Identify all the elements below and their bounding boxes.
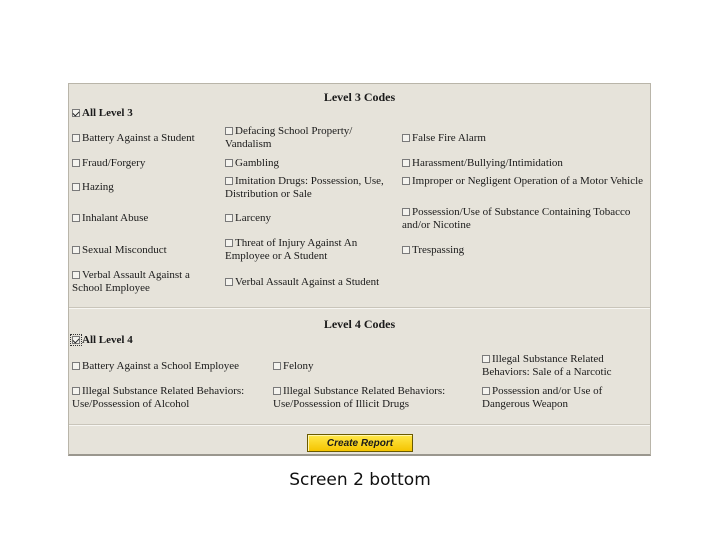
checkbox-icon[interactable] (402, 208, 410, 216)
checkbox-icon[interactable] (225, 214, 233, 222)
item-label: Larceny (235, 212, 272, 224)
checkbox-dangerous-weapon[interactable] (482, 385, 622, 411)
checkbox-icon[interactable] (72, 362, 80, 370)
checkbox-icon[interactable] (72, 214, 80, 222)
checkbox-defacing-property[interactable] (225, 125, 395, 151)
item-label: Possession and/or Use of Dangerous Weapon (482, 385, 603, 410)
item-label: Battery Against a School Employee (82, 360, 240, 372)
checkbox-possession-alcohol[interactable] (72, 385, 257, 411)
checkbox-icon[interactable] (273, 362, 281, 370)
checkbox-harassment[interactable] (402, 157, 647, 170)
checkbox-battery-employee[interactable] (72, 360, 267, 373)
item-label: Fraud/Forgery (82, 157, 146, 169)
checkbox-all-level4[interactable] (72, 334, 133, 347)
checkbox-false-fire-alarm[interactable] (402, 132, 647, 145)
checkbox-fraud-forgery[interactable] (72, 157, 222, 170)
create-report-button[interactable]: Create Report (307, 434, 413, 452)
item-label: Illegal Substance Related Behaviors: Use/Possession of Alcohol (72, 385, 245, 410)
checkbox-threat-of-injury[interactable] (225, 237, 375, 263)
all-level3-label: All Level 3 (82, 107, 133, 119)
item-label: False Fire Alarm (412, 132, 486, 144)
item-label: Verbal Assault Against a School Employee (72, 269, 190, 294)
item-label: Gambling (235, 157, 279, 169)
section-divider (69, 307, 650, 309)
checkbox-verbal-assault-employee[interactable] (72, 269, 207, 295)
item-label: Improper or Negligent Operation of a Motor Vehicle (412, 175, 644, 187)
checkbox-imitation-drugs[interactable] (225, 175, 397, 201)
item-label: Threat of Injury Against An Employee or A Student (225, 237, 358, 262)
item-label: Hazing (82, 181, 114, 193)
checkbox-felony[interactable] (273, 360, 473, 373)
checkbox-battery-student[interactable] (72, 132, 222, 145)
checkbox-checked-icon[interactable] (72, 109, 80, 117)
item-label: Defacing School Property/ Vandalism (225, 125, 353, 150)
checkbox-improper-vehicle[interactable] (402, 175, 647, 188)
checkbox-sale-narcotic[interactable] (482, 353, 632, 379)
checkbox-larceny[interactable] (225, 212, 395, 225)
item-label: Trespassing (412, 244, 465, 256)
checkbox-icon[interactable] (225, 159, 233, 167)
checkbox-icon[interactable] (72, 159, 80, 167)
all-level4-label: All Level 4 (82, 334, 133, 346)
checkbox-icon[interactable] (402, 246, 410, 254)
codes-panel (68, 83, 651, 456)
checkbox-icon[interactable] (402, 134, 410, 142)
item-label: Felony (283, 360, 314, 372)
item-label: Sexual Misconduct (82, 244, 167, 256)
level4-title: Level 4 Codes (323, 317, 396, 331)
item-label: Harassment/Bullying/Intimidation (412, 157, 563, 169)
checkbox-all-level3[interactable] (72, 107, 133, 120)
checkbox-icon[interactable] (72, 246, 80, 254)
item-label: Verbal Assault Against a Student (235, 276, 380, 288)
checkbox-inhalant-abuse[interactable] (72, 212, 222, 225)
checkbox-icon[interactable] (402, 159, 410, 167)
checkbox-trespassing[interactable] (402, 244, 647, 257)
checkbox-gambling[interactable] (225, 157, 395, 170)
checkbox-icon[interactable] (72, 183, 80, 191)
checkbox-icon[interactable] (482, 387, 490, 395)
checkbox-possession-illicit-drugs[interactable] (273, 385, 458, 411)
checkbox-icon[interactable] (225, 239, 233, 247)
checkbox-verbal-assault-student[interactable] (225, 276, 400, 289)
item-label: Illegal Substance Related Behaviors: Sale of a Narcotic (482, 353, 612, 378)
checkbox-sexual-misconduct[interactable] (72, 244, 222, 257)
level3-title: Level 3 Codes (323, 90, 396, 104)
checkbox-icon[interactable] (72, 271, 80, 279)
checkbox-tobacco-nicotine[interactable] (402, 206, 647, 232)
item-label: Possession/Use of Substance Containing Tobacco and/or Nicotine (402, 206, 631, 231)
checkbox-hazing[interactable] (72, 181, 222, 194)
checkbox-icon[interactable] (225, 278, 233, 286)
checkbox-icon[interactable] (72, 387, 80, 395)
item-label: Imitation Drugs: Possession, Use, Distribution or Sale (225, 175, 384, 200)
checkbox-icon[interactable] (402, 177, 410, 185)
checkbox-icon[interactable] (482, 355, 490, 363)
item-label: Illegal Substance Related Behaviors: Use/Possession of Illicit Drugs (273, 385, 446, 410)
checkbox-icon[interactable] (72, 134, 80, 142)
screen-caption: Screen 2 bottom (289, 470, 431, 490)
item-label: Inhalant Abuse (82, 212, 149, 224)
checkbox-icon[interactable] (273, 387, 281, 395)
item-label: Battery Against a Student (82, 132, 195, 144)
checkbox-icon[interactable] (225, 127, 233, 135)
checkbox-icon[interactable] (225, 177, 233, 185)
checkbox-checked-icon[interactable] (72, 336, 80, 344)
section-divider (69, 424, 650, 426)
